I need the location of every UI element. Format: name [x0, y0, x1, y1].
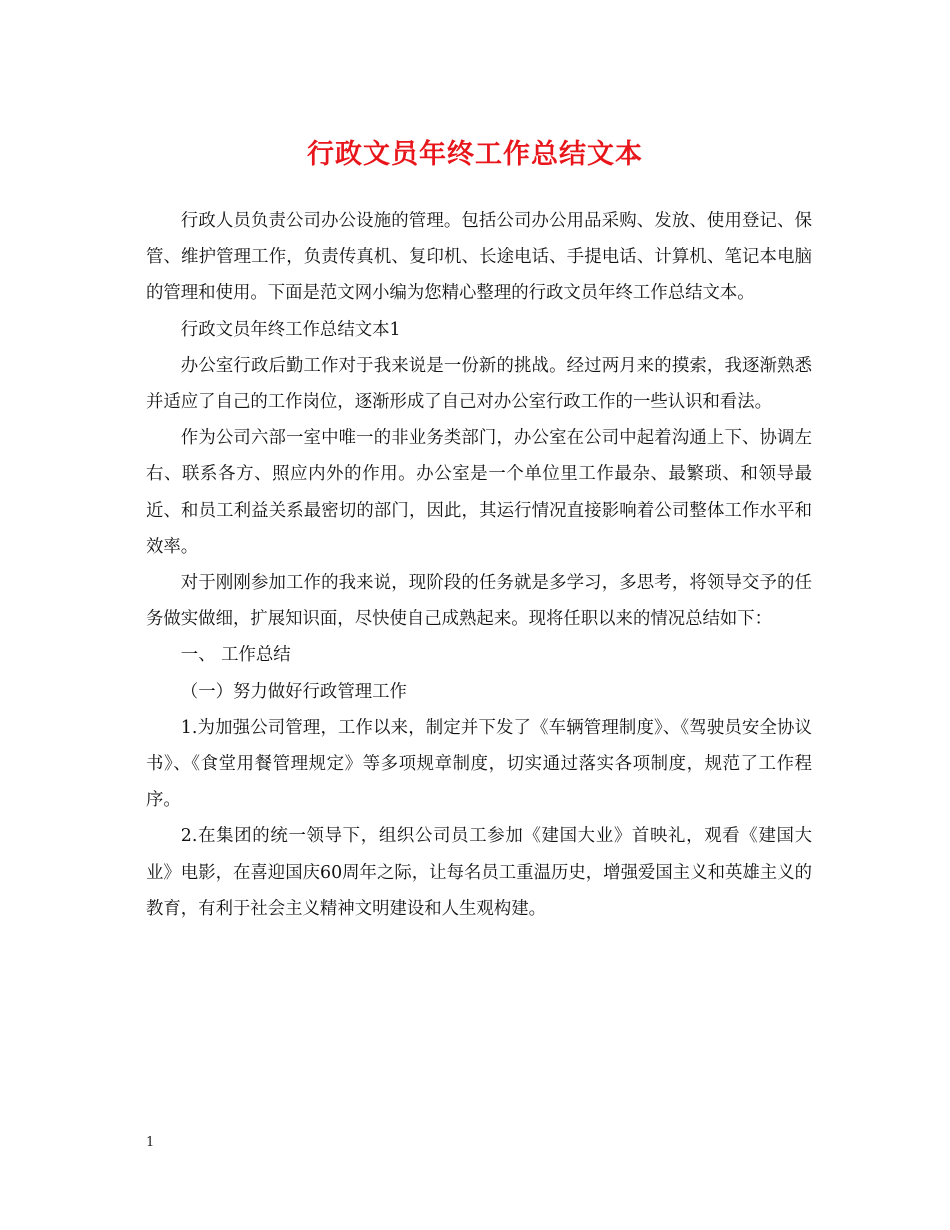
paragraph-challenge: 办公室行政后勤工作对于我来说是一份新的挑战。经过两月来的摸索，我逐渐熟悉并适应了自己的工作岗位，逐渐形成了自己对办公室行政工作的一些认识和看法。 — [146, 355, 812, 413]
paragraph-intro: 行政人员负责公司办公设施的管理。包括公司办公用品采购、发放、使用登记、保管、维护管理工作，负责传真机、复印机、长途电话、手提电话、计算机、笔记本电脑的管理和使用。下面是范文网小编为您精心整理的行政文员年终工作总结文本。 — [146, 211, 812, 304]
paragraph-tasks: 对于刚刚参加工作的我来说，现阶段的任务就是多学习，多思考，将领导交予的任务做实做细，扩展知识面，尽快使自己成熟起来。现将任职以来的情况总结如下： — [146, 573, 812, 630]
document-title: 行政文员年终工作总结文本 — [307, 139, 643, 170]
paragraph-item-1: 1.为加强公司管理，工作以来，制定并下发了《车辆管理制度》、《驾驶员安全协议书》、《食堂用餐管理规定》等多项规章制度，切实通过落实各项制度，规范了工作程序。 — [146, 717, 812, 811]
paragraph-item-2: 2.在集团的统一领导下，组织公司员工参加《建国大业》首映礼，观看《建国大业》电影，在喜迎国庆60周年之际，让每名员工重温历史，增强爱国主义和英雄主义的教育，有利于社会主义精神文明建设和人生观构建。 — [146, 826, 812, 919]
subsection-heading-admin: （一）努力做好行政管理工作 — [180, 681, 407, 702]
page-number: 1 — [146, 1135, 155, 1150]
paragraph-office-role: 作为公司六部一室中唯一的非业务类部门，办公室在公司中起着沟通上下、协调左右、联系各方、照应内外的作用。办公室是一个单位里工作最杂、最繁琐、和领导最近、和员工利益关系最密切的部门，因此，其运行情况直接影响着公司整体工作水平和效率。 — [146, 428, 812, 557]
section-heading-summary: 一、 工作总结 — [180, 645, 291, 666]
document-body — [146, 203, 812, 927]
paragraph-heading-1: 行政文员年终工作总结文本1 — [180, 319, 401, 340]
